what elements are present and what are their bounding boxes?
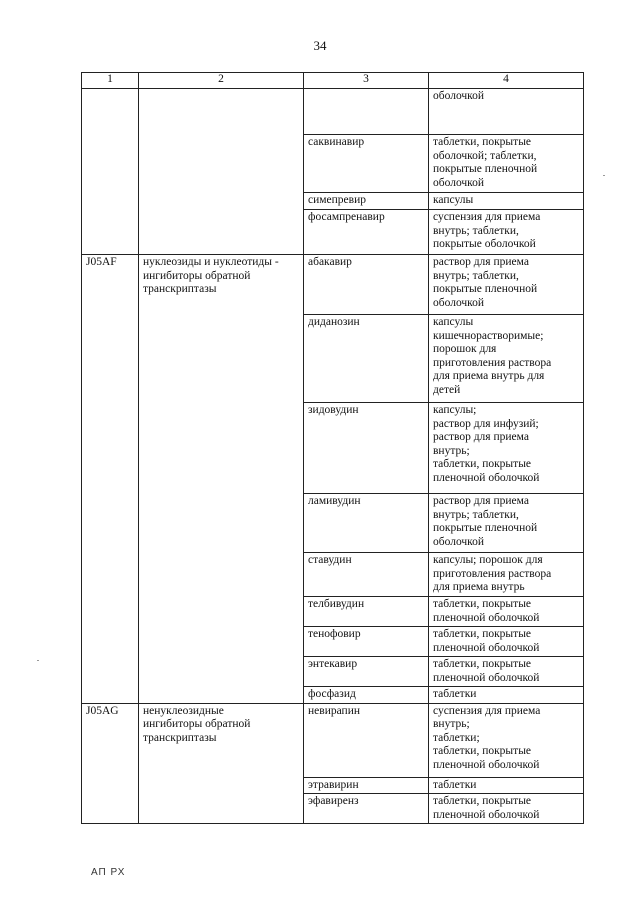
table-row xyxy=(82,703,584,777)
dosage-form-cell: суспензия для приема внутрь; таблетки, покрытые оболочкой xyxy=(429,210,584,255)
dosage-form-cell: таблетки xyxy=(429,687,584,704)
header-col-1: 1 xyxy=(82,73,139,89)
drug-name-cell: телбивудин xyxy=(304,597,429,627)
dosage-form-cell: капсулы; раствор для инфузий; раствор для приема внутрь; таблетки, покрытые пленочной оболочкой xyxy=(429,403,584,494)
scan-artifact xyxy=(37,660,39,661)
drug-name-cell xyxy=(304,89,429,135)
drug-group-cell: ненуклеозидные ингибиторы обратной транскриптазы xyxy=(139,703,304,824)
dosage-form-cell: таблетки, покрытые пленочной оболочкой xyxy=(429,657,584,687)
drug-name-cell: энтекавир xyxy=(304,657,429,687)
dosage-form-cell: таблетки, покрытые оболочкой; таблетки, покрытые пленочной оболочкой xyxy=(429,135,584,193)
dosage-form-cell: таблетки, покрытые пленочной оболочкой xyxy=(429,627,584,657)
drug-name-cell: эфавиренз xyxy=(304,794,429,824)
dosage-form-cell: таблетки, покрытые пленочной оболочкой xyxy=(429,794,584,824)
dosage-form-cell: раствор для приема внутрь; таблетки, покрытые пленочной оболочкой xyxy=(429,494,584,553)
drug-name-cell: ламивудин xyxy=(304,494,429,553)
footer-mark: АП РХ xyxy=(91,867,126,878)
dosage-form-cell: оболочкой xyxy=(429,89,584,135)
drug-name-cell: фосампренавир xyxy=(304,210,429,255)
drug-name-cell: зидовудин xyxy=(304,403,429,494)
scan-artifact xyxy=(603,175,605,176)
drug-name-cell: ставудин xyxy=(304,553,429,597)
header-col-4: 4 xyxy=(429,73,584,89)
drug-name-cell: тенофовир xyxy=(304,627,429,657)
drug-table xyxy=(81,72,584,824)
dosage-form-cell: таблетки, покрытые пленочной оболочкой xyxy=(429,597,584,627)
drug-name-cell: абакавир xyxy=(304,255,429,315)
drug-name-cell: диданозин xyxy=(304,315,429,403)
drug-group-cell: нуклеозиды и нуклеотиды - ингибиторы обратной транскриптазы xyxy=(139,255,304,704)
header-col-3: 3 xyxy=(304,73,429,89)
atc-code-cell: J05AG xyxy=(82,703,139,824)
atc-code-cell: J05AF xyxy=(82,255,139,704)
dosage-form-cell: капсулы кишечнорастворимые; порошок для приготовления раствора для приема внутрь для детей xyxy=(429,315,584,403)
table-row xyxy=(82,255,584,315)
table-body xyxy=(82,89,584,824)
dosage-form-cell: раствор для приема внутрь; таблетки, покрытые пленочной оболочкой xyxy=(429,255,584,315)
dosage-form-cell: суспензия для приема внутрь; таблетки; таблетки, покрытые пленочной оболочкой xyxy=(429,703,584,777)
dosage-form-cell: капсулы; порошок для приготовления раствора для приема внутрь xyxy=(429,553,584,597)
atc-code-cell xyxy=(82,89,139,255)
header-col-2: 2 xyxy=(139,73,304,89)
drug-name-cell: симепревир xyxy=(304,193,429,210)
table-header xyxy=(82,73,584,89)
drug-name-cell: саквинавир xyxy=(304,135,429,193)
table-row xyxy=(82,89,584,135)
dosage-form-cell: таблетки xyxy=(429,777,584,794)
drug-name-cell: невирапин xyxy=(304,703,429,777)
dosage-form-cell: капсулы xyxy=(429,193,584,210)
drug-name-cell: этравирин xyxy=(304,777,429,794)
drug-name-cell: фосфазид xyxy=(304,687,429,704)
page-number: 34 xyxy=(313,38,327,53)
drug-group-cell xyxy=(139,89,304,255)
